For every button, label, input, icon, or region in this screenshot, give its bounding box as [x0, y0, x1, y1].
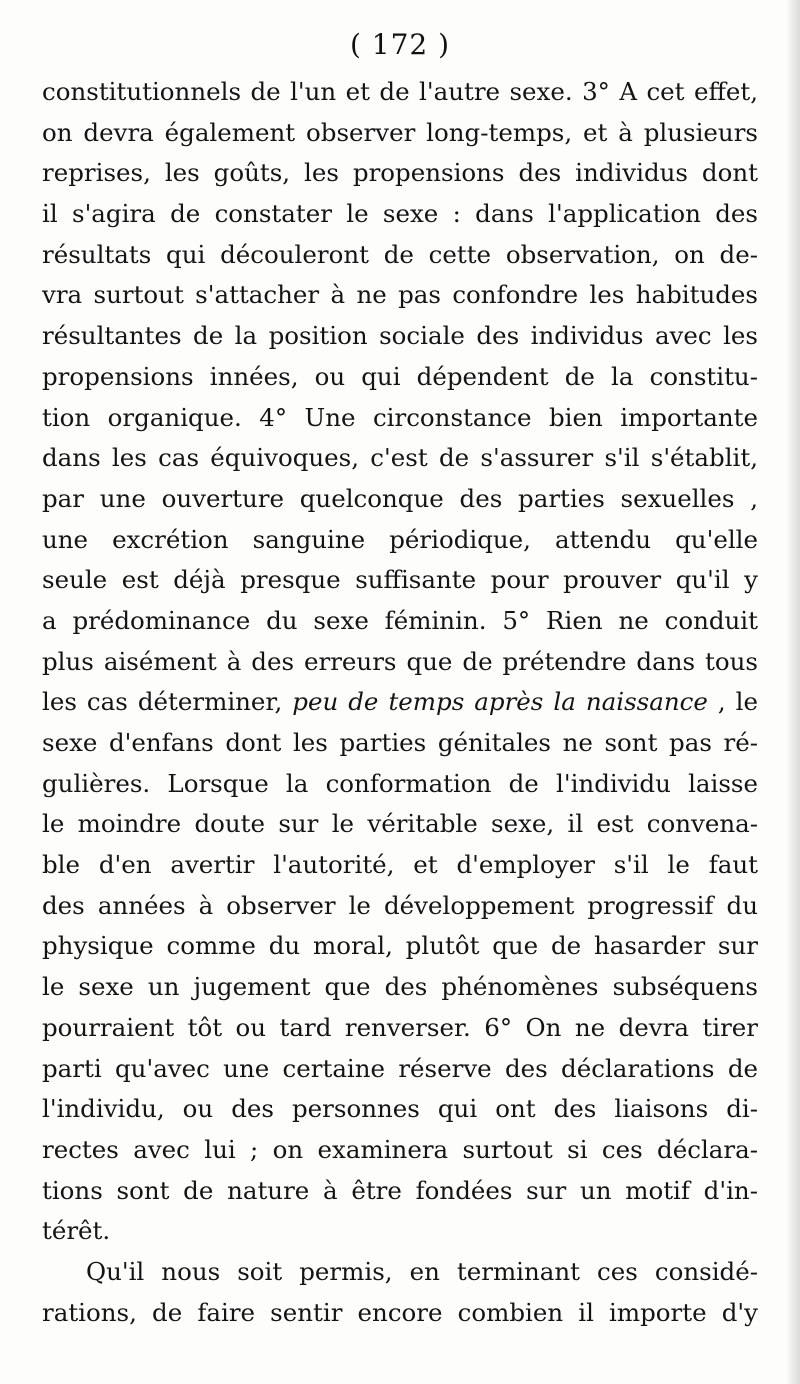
- page-edge-shadow: [786, 0, 800, 1384]
- text-run: les cas déterminer,: [42, 687, 293, 717]
- text-line: le sexe un jugement que des phénomènes subséquens: [42, 972, 758, 1002]
- page-number: ( 172 ): [349, 28, 451, 61]
- paragraph-start-line: Qu'il nous soit permis, en terminant ces considé-: [86, 1256, 758, 1286]
- text-line: sexe d'enfans dont les parties génitales ne sont pas ré-: [42, 728, 758, 757]
- text-line: résultantes de la position sociale des individus avec les: [42, 321, 758, 351]
- text-line: une excrétion sanguine périodique, attendu qu'elle: [42, 524, 758, 554]
- paragraph-end-line: térêt.: [42, 1216, 111, 1246]
- text-line: constitutionnels de l'un et de l'autre sexe. 3° A cet effet,: [42, 77, 758, 106]
- text-line: plus aisément à des erreurs que de prétendre dans tous: [42, 646, 758, 676]
- text-line: reprises, les goûts, les propensions des individus dont: [42, 158, 758, 188]
- text-line: parti qu'avec une certaine réserve des déclarations de: [42, 1053, 758, 1083]
- text-line: l'individu, ou des personnes qui ont des liaisons di-: [42, 1094, 758, 1124]
- text-line: le moindre doute sur le véritable sexe, il est convena-: [42, 809, 758, 839]
- text-line: il s'agira de constater le sexe : dans l'application des: [42, 199, 758, 229]
- text-line: rectes avec lui ; on examinera surtout si ces déclara-: [42, 1134, 758, 1164]
- text-line: rations, de faire sentir encore combien il importe d'y: [42, 1297, 758, 1327]
- text-line: propensions innées, ou qui dépendent de la constitu-: [42, 361, 758, 391]
- text-line: on devra également observer long-temps, et à plusieurs: [42, 117, 758, 147]
- text-line: dans les cas équivoques, c'est de s'assurer s'il s'établit,: [42, 443, 758, 473]
- text-line: tion organique. 4° Une circonstance bien importante: [42, 402, 758, 432]
- text-line-with-italic: [42, 682, 758, 723]
- text-line: par une ouverture quelconque des parties sexuelles ,: [42, 483, 758, 513]
- text-line: pourraient tôt ou tard renverser. 6° On ne devra tirer: [42, 1012, 758, 1042]
- text-line: physique comme du moral, plutôt que de hasarder sur: [42, 931, 758, 961]
- text-line: gulières. Lorsque la conformation de l'individu laisse: [42, 768, 758, 798]
- text-line: a prédominance du sexe féminin. 5° Rien ne conduit: [42, 605, 758, 635]
- text-run: , le: [707, 687, 758, 717]
- body-text: [42, 72, 758, 1333]
- italic-phrase: peu de temps après la naissance: [292, 687, 708, 717]
- text-line: ble d'en avertir l'autorité, et d'employer s'il le faut: [42, 850, 758, 880]
- text-line: tions sont de nature à être fondées sur un motif d'in-: [42, 1175, 758, 1205]
- text-line: résultats qui découleront de cette observation, on de-: [42, 239, 758, 269]
- text-line: seule est déjà presque suffisante pour prouver qu'il y: [42, 565, 758, 595]
- text-line: vra surtout s'attacher à ne pas confondre les habitudes: [42, 280, 758, 310]
- text-line: des années à observer le développement progressif du: [42, 890, 758, 920]
